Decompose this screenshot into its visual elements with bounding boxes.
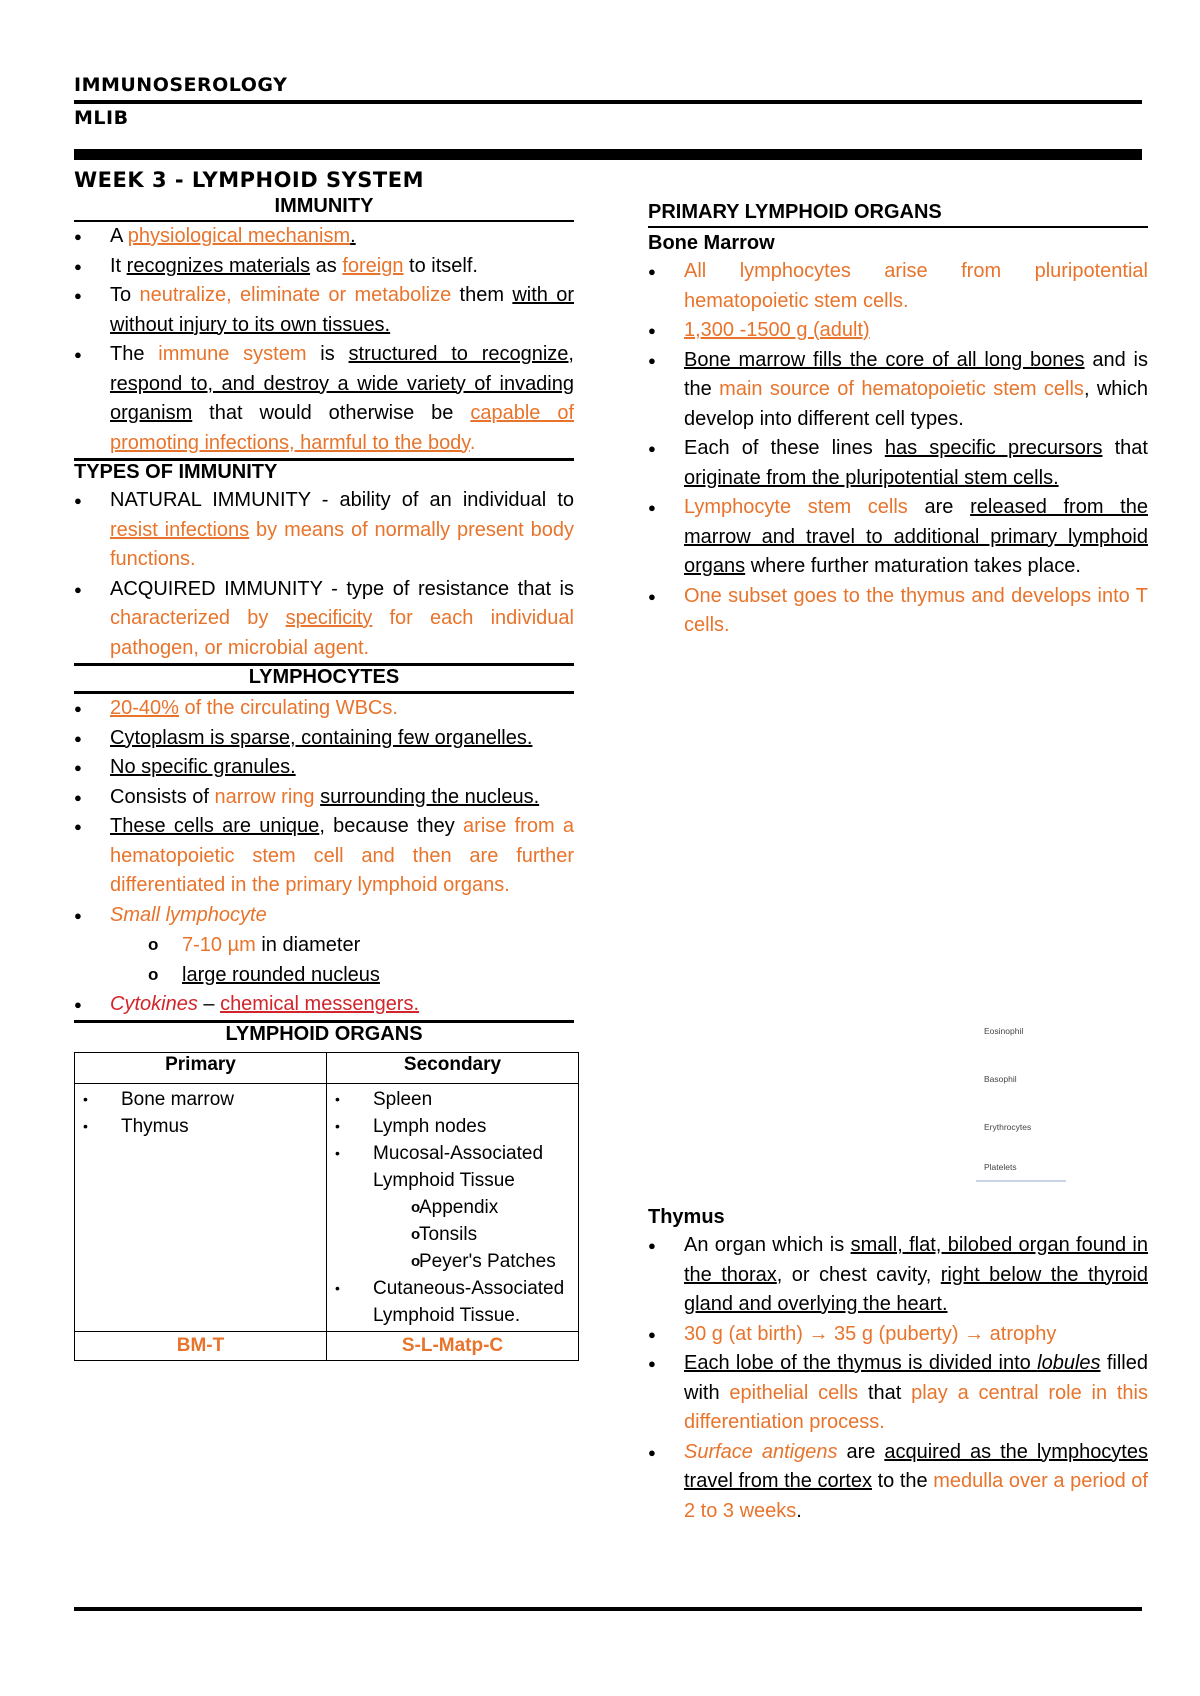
text: narrow ring: [214, 785, 315, 808]
text: physiological mechanism: [127, 225, 351, 247]
text: by means of normally present body functions.: [110, 518, 574, 570]
text: resist infections: [110, 518, 250, 541]
text: play a central role in this differentiation process.: [684, 1381, 1148, 1433]
text: –: [197, 993, 221, 1015]
text: 1,300 -1500 g (adult): [684, 319, 870, 341]
header-rule: [74, 100, 1142, 104]
text: The: [110, 343, 159, 365]
text: Each lobe of the thymus is divided into: [684, 1352, 1038, 1374]
table-list-item: • Cutaneous-Associated Lymphoid Tissue.: [327, 1275, 578, 1329]
thymus-section: [648, 1206, 1148, 1526]
text: large rounded nucleus: [182, 964, 380, 986]
text: To: [110, 284, 140, 306]
text: as: [310, 254, 343, 277]
subsection-title-bone-marrow: Bone Marrow: [648, 232, 775, 254]
list-item: [74, 486, 574, 575]
text: 30 g (at birth) → 35 g (puberty) → atrophy: [684, 1322, 1057, 1345]
secondary-mnemonic: S-L-Matp-C: [327, 1331, 579, 1360]
text: characterized by: [110, 607, 286, 629]
text: surrounding the nucleus.: [320, 785, 540, 808]
text: with or without injury to its own tissues.: [110, 284, 575, 336]
text: immune system: [158, 343, 307, 365]
list-item: [74, 724, 574, 754]
lymphocytes-list: [74, 694, 574, 1020]
list-item: [74, 990, 574, 1020]
table-sub-item: o Peyer's Patches: [373, 1248, 578, 1275]
cell-types-figure: [976, 1012, 1070, 1188]
sub-list: [110, 930, 574, 990]
primary-cell: [75, 1083, 327, 1331]
section-title-primary-organs: PRIMARY LYMPHOID ORGANS: [648, 201, 942, 223]
text: are: [837, 1440, 885, 1463]
list-item: [74, 783, 574, 813]
table-list-item: [327, 1140, 578, 1275]
table-list-item: • Spleen: [327, 1086, 578, 1113]
text: No specific granules.: [110, 756, 296, 778]
text: Each of these lines: [684, 437, 885, 459]
text: Surface antigens: [684, 1440, 838, 1463]
text: structured to recognize, respond to, and destroy a wide variety of invading organism: [110, 343, 574, 424]
text: is: [306, 343, 349, 365]
header-thick-rule: [74, 149, 1142, 160]
table-sub-item: o Appendix: [373, 1194, 578, 1221]
list-item: [74, 901, 574, 991]
text: to the: [871, 1470, 934, 1492]
text: , because they: [319, 815, 464, 837]
list-item: [648, 1320, 1148, 1350]
section-title-lymphocytes: LYMPHOCYTES: [248, 666, 400, 688]
text: .: [469, 431, 476, 454]
text: Consists of: [110, 785, 215, 808]
course-subtitle: MLIB: [74, 107, 129, 129]
text: filled with: [684, 1352, 1148, 1404]
list-item: [648, 346, 1148, 435]
list-item: [648, 316, 1148, 346]
text: recognizes materials: [126, 254, 311, 277]
text: Bone marrow fills the core of all long bones: [684, 348, 1085, 371]
section-title-immunity: IMMUNITY: [274, 195, 374, 217]
text: specificity: [285, 607, 373, 629]
footer-rule: [74, 1607, 1142, 1611]
list-item: [74, 281, 574, 340]
week-title: WEEK 3 - LYMPHOID SYSTEM: [74, 168, 424, 192]
text: acquired as the lymphocytes travel from the cortex: [684, 1440, 1148, 1492]
list-item: [648, 582, 1148, 641]
text: are: [907, 496, 971, 518]
text: capable of promoting infections, harmful to the body: [110, 402, 575, 454]
text: All lymphocytes arise from pluripotential hematopoietic stem cells.: [684, 260, 1148, 312]
text: has specific precursors: [884, 437, 1103, 459]
right-column: [648, 201, 1148, 641]
thymus-list: [648, 1231, 1148, 1526]
text: originate from the pluripotential stem cells.: [684, 466, 1059, 489]
text: that would otherwise be: [192, 402, 471, 424]
text: and is the: [684, 348, 1149, 400]
text: that: [1102, 437, 1148, 459]
text: Mucosal-Associated Lymphoid Tissue: [373, 1142, 544, 1191]
list-item: [648, 1231, 1148, 1320]
text: .: [796, 1499, 802, 1522]
text: 20-40%: [110, 697, 179, 719]
primary-mnemonic: BM-T: [75, 1331, 327, 1360]
text: 7-10 µm: [182, 934, 256, 956]
text: One subset goes to the thymus and develops into T cells.: [684, 584, 1148, 636]
text: them: [451, 284, 513, 306]
text: A: [110, 225, 128, 247]
column-header-secondary: Secondary: [327, 1052, 579, 1083]
text: of the circulating WBCs.: [178, 697, 398, 719]
list-item: [74, 252, 574, 282]
text: for each individual pathogen, or microbial agent.: [110, 607, 574, 659]
text: epithelial cells: [729, 1381, 859, 1404]
list-item: [648, 1349, 1148, 1438]
list-item: [74, 575, 574, 664]
bone-marrow-list: [648, 257, 1148, 641]
text: in diameter: [255, 934, 361, 956]
text: arise from a hematopoietic stem cell and then are further differentiated in the primary lymphoid organs.: [110, 815, 574, 896]
list-item: [74, 222, 574, 252]
text: Small lymphocyte: [110, 903, 267, 926]
lymphoid-organs-table: [74, 1052, 579, 1361]
list-item: [74, 812, 574, 901]
list-item: [648, 434, 1148, 493]
list-item: [648, 493, 1148, 582]
text: foreign: [342, 254, 404, 277]
text: small, flat, bilobed organ found in the thorax: [684, 1234, 1149, 1286]
text: lobules: [1037, 1352, 1101, 1374]
table-sub-item: o Tonsils: [373, 1221, 578, 1248]
table-list-item: • Lymph nodes: [327, 1113, 578, 1140]
section-title-types: TYPES OF IMMUNITY: [74, 461, 278, 483]
figure-label: Platelets: [984, 1162, 1017, 1172]
text: to itself.: [403, 254, 478, 277]
text: Cytoplasm is sparse, containing few organelles.: [110, 726, 533, 749]
text: right below the thyroid gland and overlying the heart.: [684, 1263, 1148, 1315]
immunity-list: [74, 222, 574, 458]
text: Cytokines: [110, 993, 198, 1015]
column-header-primary: Primary: [75, 1052, 327, 1083]
page-header: [74, 74, 1142, 160]
section-title-organs: LYMPHOID ORGANS: [225, 1022, 423, 1045]
secondary-cell: [327, 1083, 579, 1331]
text: .: [350, 225, 356, 247]
text: Lymphocyte stem cells: [684, 496, 908, 518]
text: These cells are unique: [110, 815, 320, 837]
sub-list-item: [110, 960, 574, 990]
table-list-item: • Bone marrow: [75, 1086, 326, 1113]
figure-label: Basophil: [984, 1074, 1017, 1084]
text: neutralize, eliminate or metabolize: [139, 284, 452, 306]
text: that: [858, 1381, 912, 1404]
figure-label: Eosinophil: [984, 1026, 1024, 1036]
text: , which develop into different cell types.: [684, 378, 1148, 430]
text: It: [110, 254, 127, 277]
text: An organ which is: [684, 1234, 851, 1256]
subsection-title-thymus: Thymus: [648, 1206, 725, 1228]
left-column: [74, 195, 574, 1361]
course-title: IMMUNOSEROLOGY: [74, 74, 288, 96]
figure-line: [976, 1180, 1066, 1182]
sub-list-item: [110, 930, 574, 960]
text: released from the marrow and travel to additional primary lymphoid organs: [684, 496, 1148, 577]
list-item: [648, 1438, 1148, 1527]
text: where further maturation takes place.: [745, 555, 1081, 577]
types-list: [74, 486, 574, 663]
list-item: [648, 257, 1148, 316]
list-item: [74, 694, 574, 724]
text: ACQUIRED IMMUNITY - type of resistance that is: [110, 577, 574, 600]
list-item: [74, 753, 574, 783]
text: main source of hematopoietic stem cells: [719, 378, 1084, 400]
text: medulla over a period of 2 to 3 weeks: [684, 1470, 1148, 1522]
figure-label: Erythrocytes: [984, 1122, 1032, 1132]
list-item: [74, 340, 574, 458]
text: chemical messengers.: [220, 993, 420, 1015]
text: NATURAL IMMUNITY - ability of an individual to: [110, 489, 574, 511]
text: , or chest cavity,: [776, 1263, 941, 1286]
table-list-item: • Thymus: [75, 1113, 326, 1140]
